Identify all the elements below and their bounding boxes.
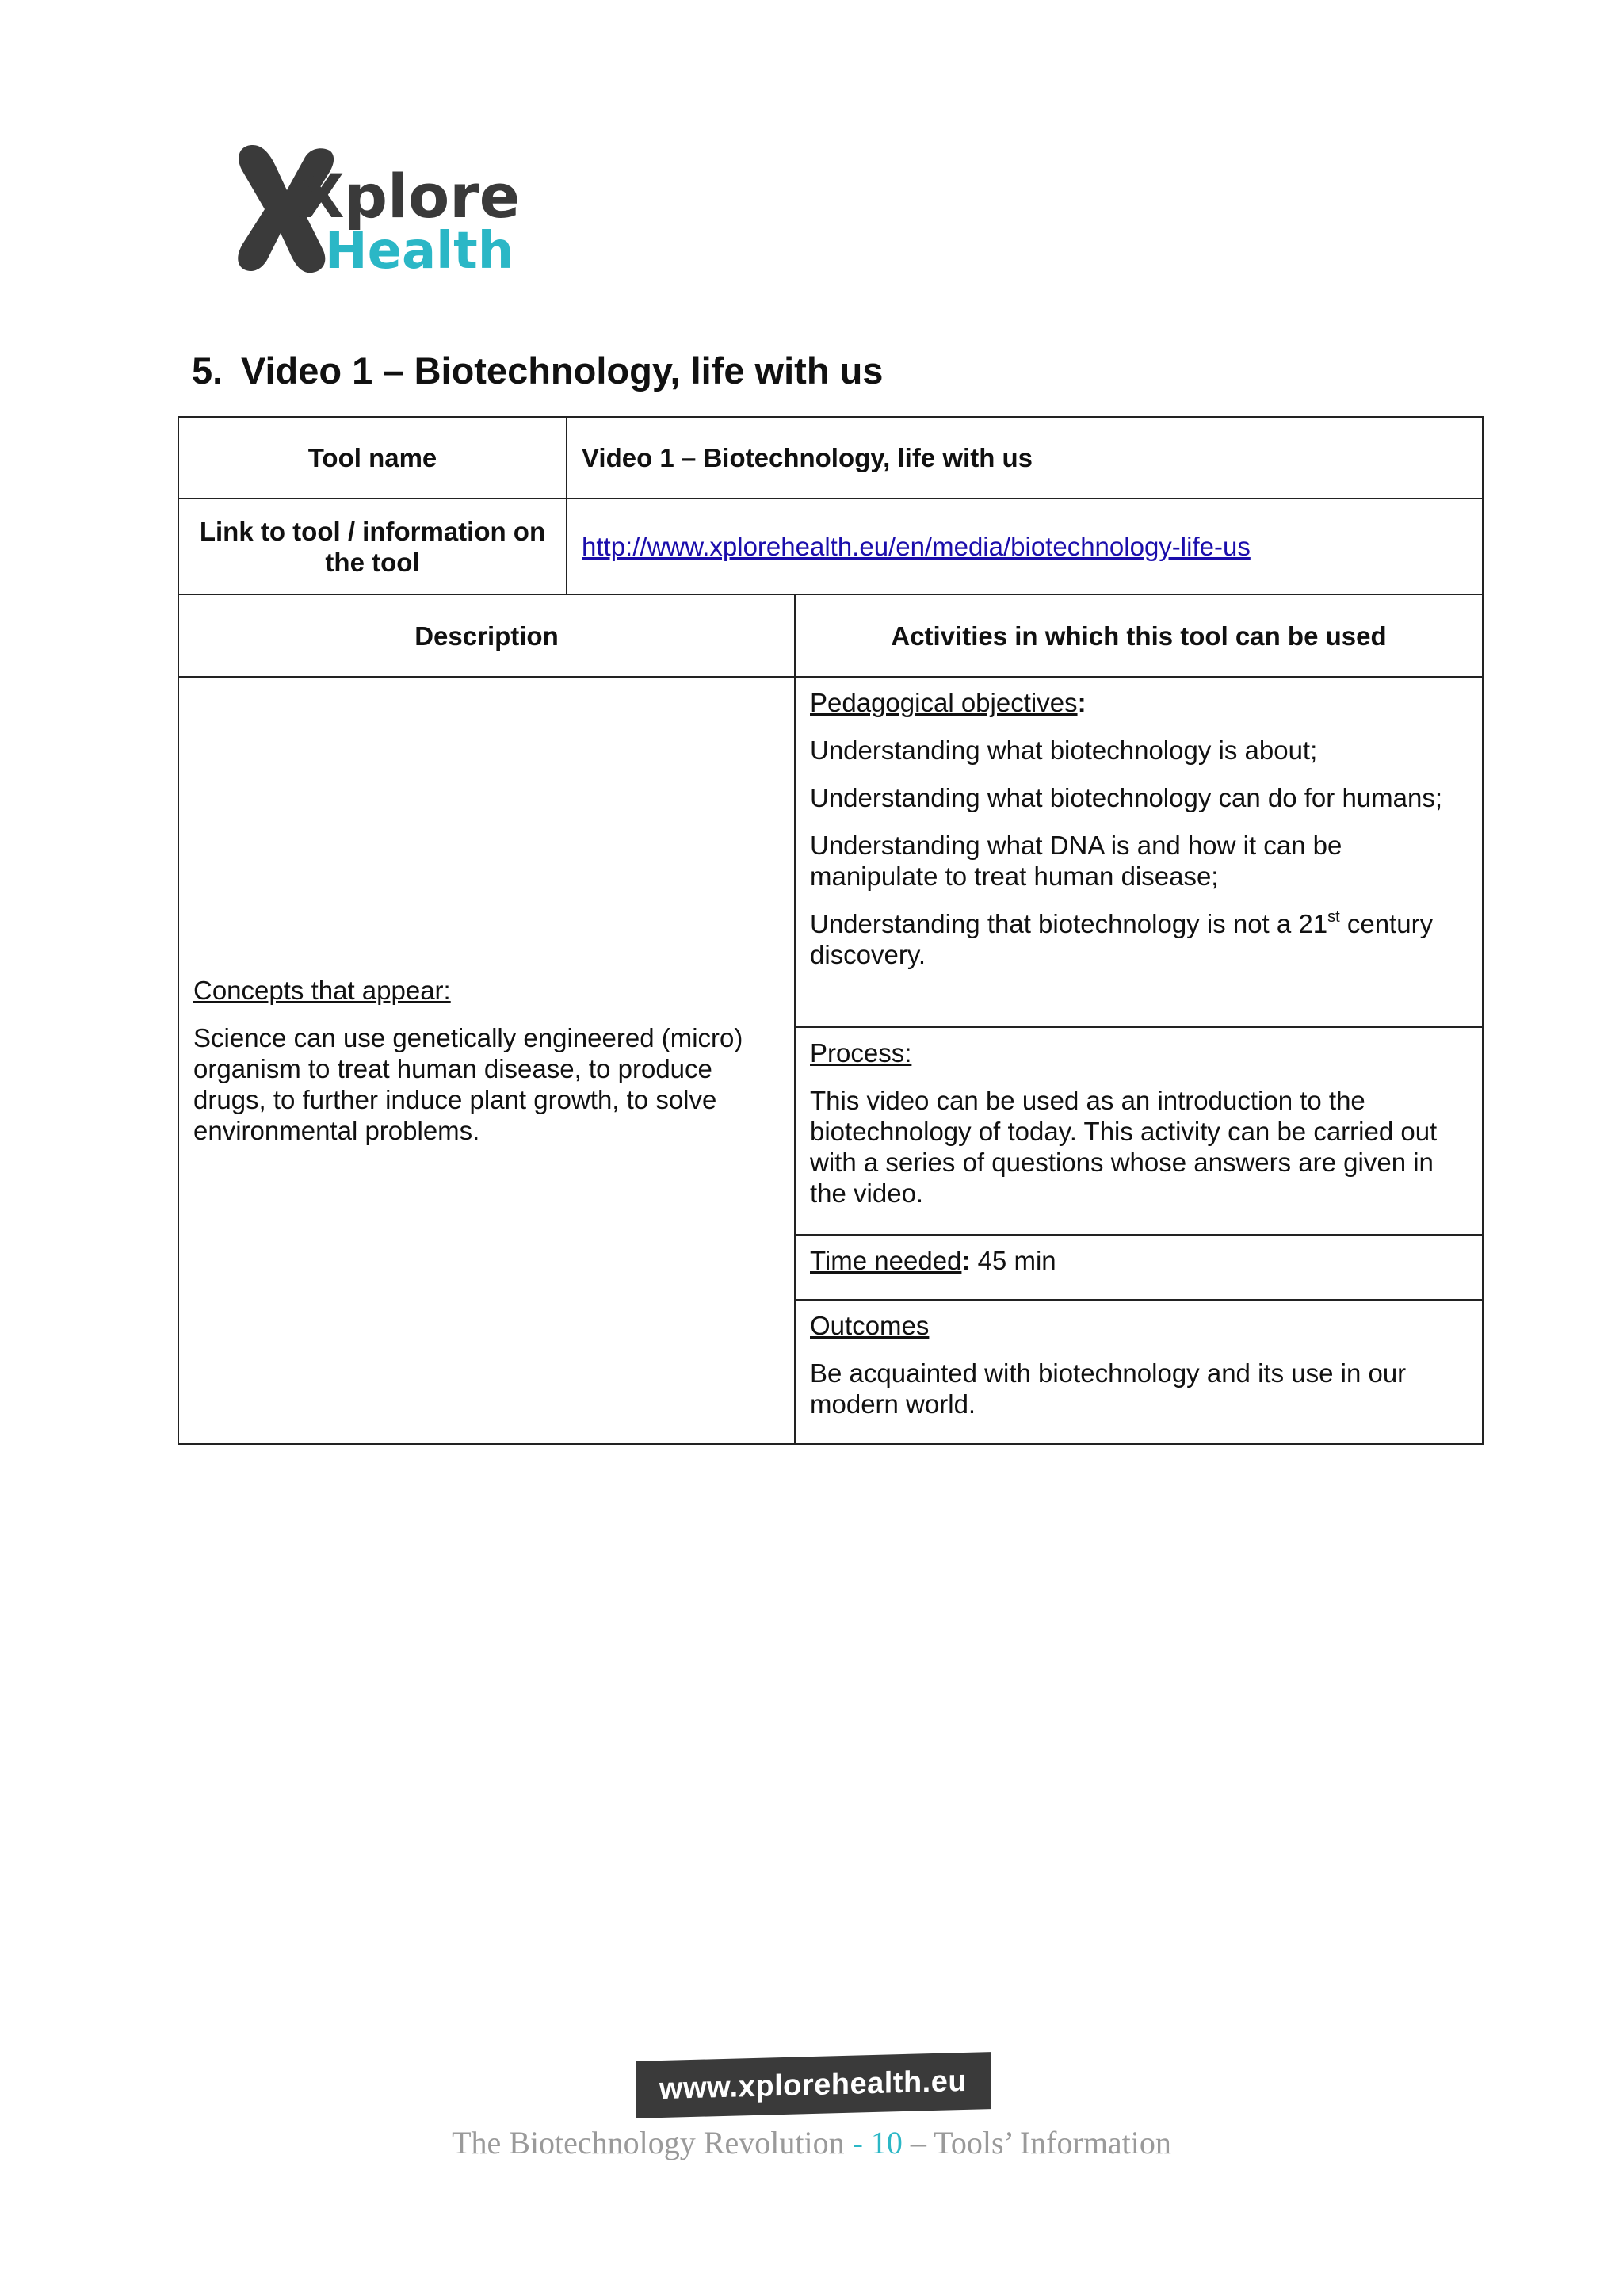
page-number: 10: [862, 2125, 911, 2160]
pedagogical-heading: Pedagogical objectives: [810, 688, 1078, 717]
section-title-text: Video 1 – Biotechnology, life with us: [241, 350, 884, 392]
time-needed-cell: Time needed: 45 min: [795, 1235, 1483, 1300]
tool-detail-table: [178, 594, 1484, 1445]
tool-link-label: Link to tool / information on the tool: [178, 499, 567, 594]
section-number: 5.: [192, 350, 223, 392]
footer-text: The Biotechnology Revolution - 10 – Tools’ Information: [452, 2125, 1171, 2160]
outcomes-cell: [795, 1300, 1483, 1444]
footer-dash: -: [852, 2125, 863, 2160]
description-cell: [178, 677, 795, 1444]
objective-item: Understanding what DNA is and how it can be manipulate to treat human disease;: [810, 831, 1342, 891]
objective-item: Understanding what biotechnology is about;: [810, 735, 1318, 765]
logo-word-xplore: Xplore: [298, 161, 521, 231]
time-needed-heading: Time needed: [810, 1246, 962, 1275]
activities-header: Activities in which this tool can be used: [795, 594, 1483, 677]
section-title: [192, 349, 883, 392]
tool-name-label: Tool name: [178, 417, 567, 499]
time-needed-value: 45 min: [970, 1246, 1056, 1275]
outcomes-heading: Outcomes: [810, 1311, 930, 1340]
pedagogical-objectives-cell: [795, 677, 1483, 1027]
concepts-text: Science can use genetically engineered (micro) organism to treat human disease, to produce drugs, to further induce plant growth, to solve environmental problems.: [193, 1023, 743, 1145]
tool-name-row: [178, 417, 1483, 499]
tool-info-table: [178, 416, 1484, 595]
process-heading: Process:: [810, 1038, 912, 1068]
footer-website-badge: www.xplorehealth.eu: [636, 2052, 991, 2118]
tool-link[interactable]: http://www.xplorehealth.eu/en/media/biotechnology-life-us: [582, 532, 1251, 561]
superscript-st: st: [1327, 908, 1340, 926]
xplorehealth-logo: [231, 139, 533, 278]
concepts-heading: Concepts that appear:: [193, 976, 451, 1005]
objective-item-last: Understanding that biotechnology is not a 21st century discovery.: [810, 908, 1434, 969]
process-cell: [795, 1027, 1483, 1235]
logo-word-health: Health: [325, 222, 514, 278]
outcomes-text: Be acquainted with biotechnology and its use in our modern world.: [810, 1358, 1407, 1419]
objective-item: Understanding what biotechnology can do for humans;: [810, 783, 1443, 812]
pedagogical-colon: :: [1077, 688, 1086, 717]
process-text: This video can be used as an introduction to the biotechnology of today. This activity can be carried out with a series of questions whose answers are given in the video.: [810, 1086, 1438, 1208]
detail-row-objectives: [178, 677, 1483, 1027]
tool-name-value: Video 1 – Biotechnology, life with us: [567, 417, 1483, 499]
detail-header-row: [178, 594, 1483, 677]
description-header: Description: [178, 594, 795, 677]
tool-link-row: [178, 499, 1483, 594]
tool-link-cell: [567, 499, 1483, 594]
